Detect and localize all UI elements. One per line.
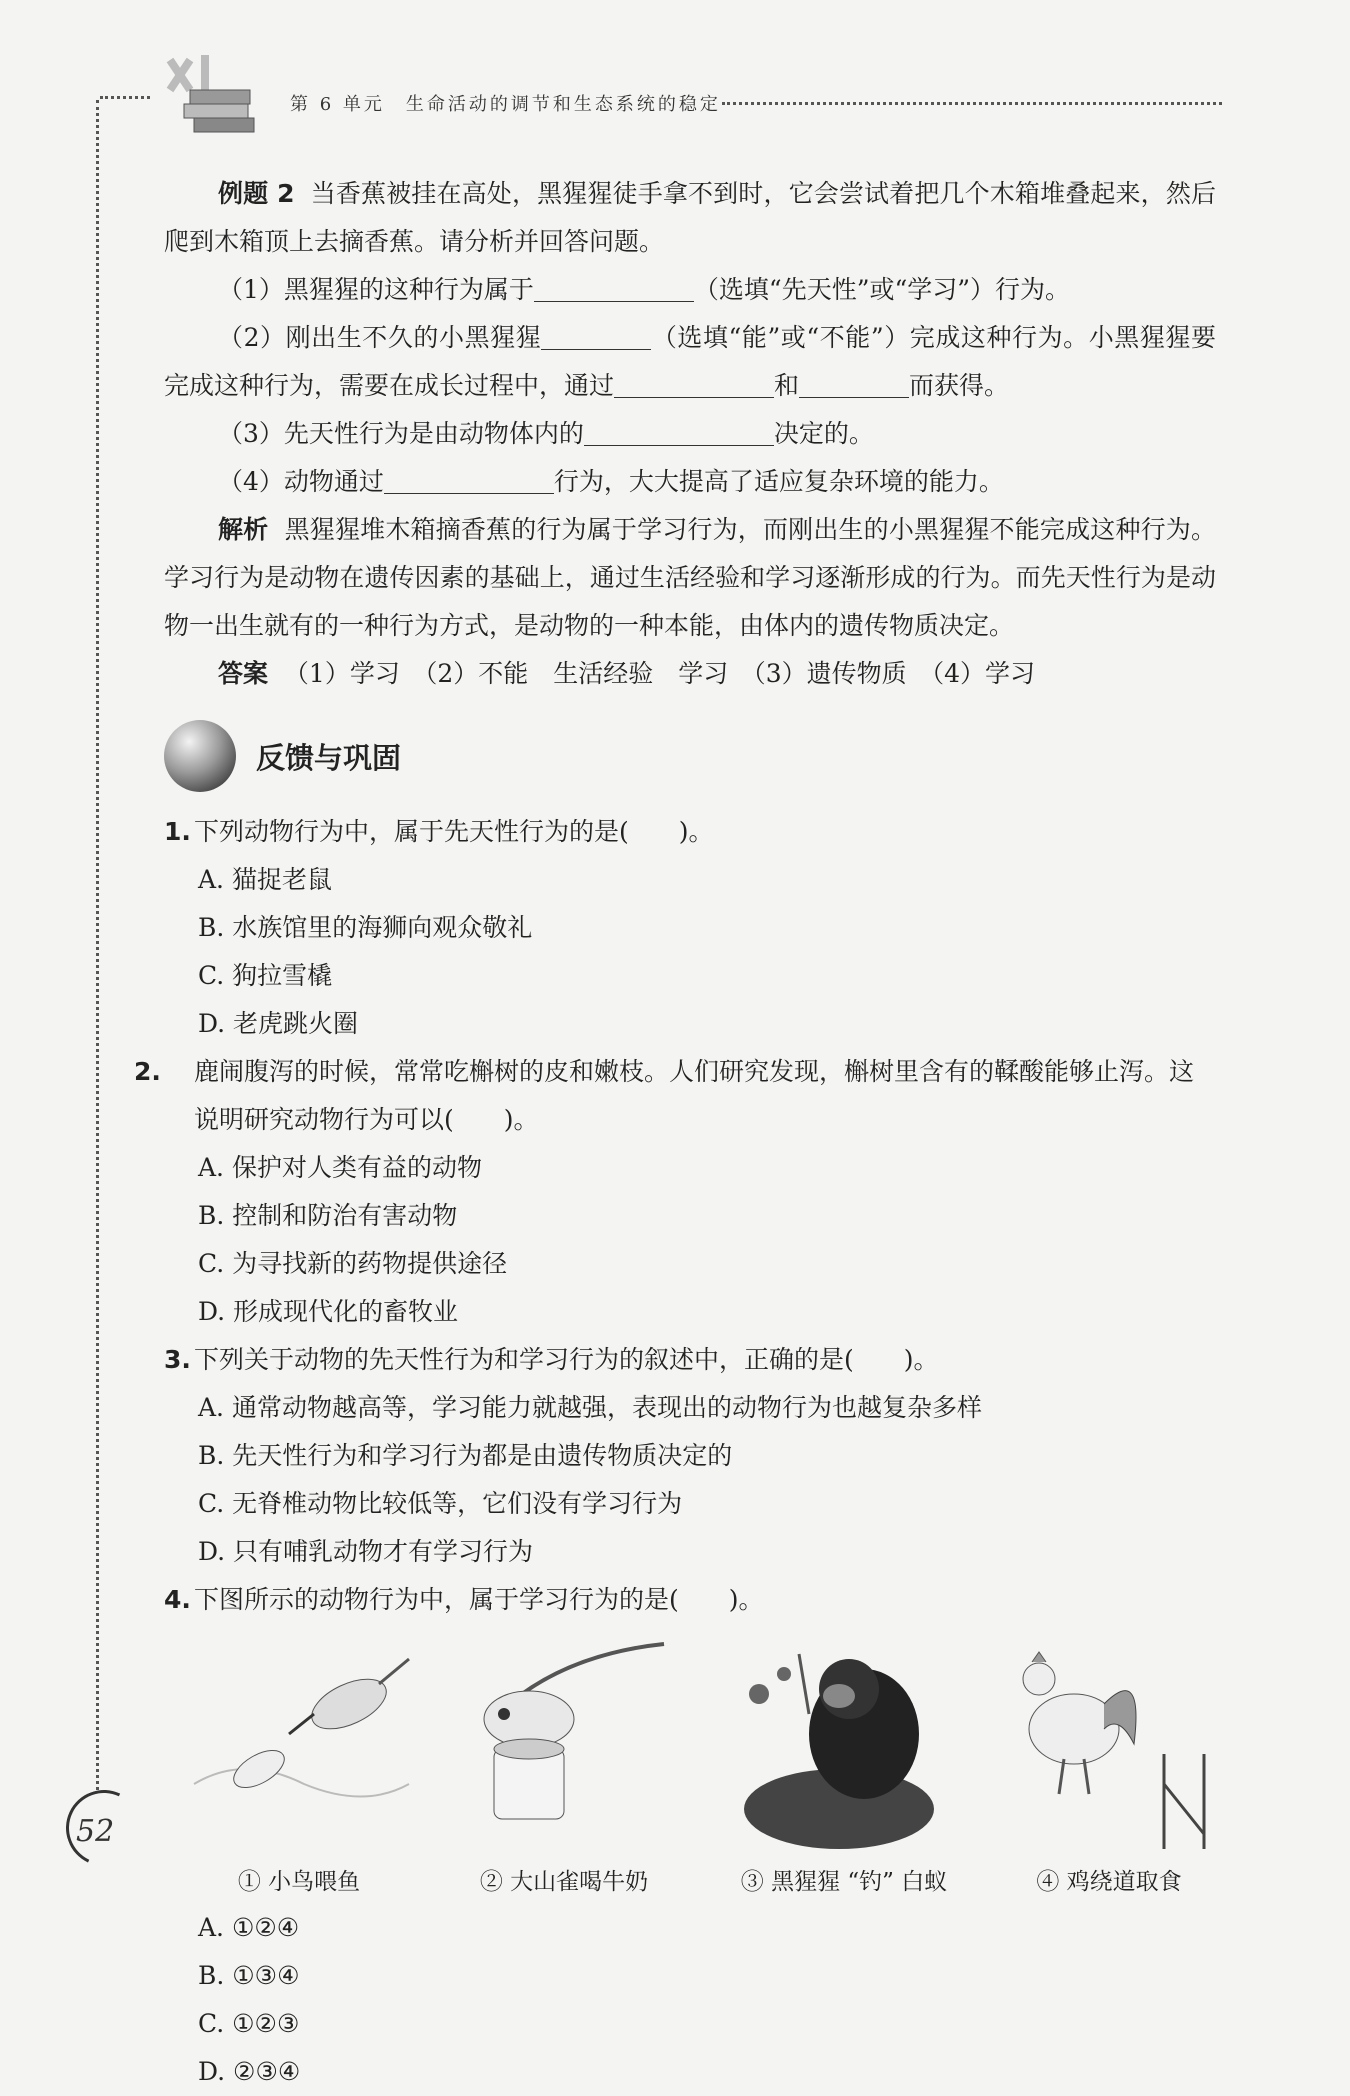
- question-stem: 下列动物行为中，属于先天性行为的是( )。: [194, 817, 714, 846]
- option: D. 只有哺乳动物才有学习行为: [198, 1537, 534, 1566]
- answer-blank: [584, 415, 774, 446]
- question-4: [164, 1576, 1216, 1624]
- section-ball-icon: [164, 720, 236, 792]
- option: B. 先天性行为和学习行为都是由遗传物质决定的: [198, 1441, 733, 1470]
- figure-caption: ③ 黑猩猩 “钓” 白蚁: [740, 1869, 948, 1895]
- page-content: [134, 170, 1216, 2096]
- question-stem: 鹿闹腹泻的时候，常常吃槲树的皮和嫩枝。人们研究发现，槲树里含有的鞣酸能够止泻。这说明研究动物行为可以( )。: [194, 1057, 1195, 1134]
- q1-text-a: （1）黑猩猩的这种行为属于: [218, 275, 534, 304]
- q1-text-b: （选填“先天性”或“学习”）行为。: [693, 275, 1071, 304]
- option: B. ①③④: [198, 1961, 300, 1990]
- answer-blank: [614, 367, 774, 398]
- answer-label: 答案: [218, 659, 269, 688]
- option: C. 为寻找新的药物提供途径: [198, 1249, 508, 1278]
- example-question-3: [164, 410, 1216, 458]
- header-dotted-rule-left: [100, 96, 150, 99]
- question-number: 4.: [164, 1585, 191, 1614]
- bird-feeding-fish-illustration: [184, 1634, 414, 1864]
- option: A. 通常动物越高等，学习能力就越强，表现出的动物行为也越复杂多样: [198, 1393, 982, 1422]
- example-question-1: [164, 266, 1216, 314]
- page-number: 52: [76, 1814, 115, 1849]
- q2-text-c: 和: [774, 371, 800, 400]
- answer-blank: [384, 463, 554, 494]
- question-2-options: [164, 1144, 1216, 1336]
- analysis-text: 黑猩猩堆木箱摘香蕉的行为属于学习行为，而刚出生的小黑猩猩不能完成这种行为。学习行为是动物在遗传因素的基础上，通过生活经验和学习逐渐形成的行为。而先天性行为是动物一出生就有的一种行为方式，是动物的一种本能，由体内的遗传物质决定。: [164, 515, 1216, 640]
- running-header: 第 6 单元 生命活动的调节和生态系统的稳定: [290, 94, 721, 115]
- q2-text-a: （2）刚出生不久的小黑猩猩: [218, 323, 542, 352]
- question-number: 3.: [164, 1345, 191, 1374]
- option: C. 无脊椎动物比较低等，它们没有学习行为: [198, 1489, 683, 1518]
- example-stem-text: 当香蕉被挂在高处，黑猩猩徒手拿不到时，它会尝试着把几个木箱堆叠起来，然后爬到木箱顶上去摘香蕉。请分析并回答问题。: [164, 179, 1216, 256]
- question-4-options: [164, 1904, 1216, 2096]
- answer-blank: [541, 319, 651, 350]
- option: A. 保护对人类有益的动物: [198, 1153, 482, 1182]
- option: C. 狗拉雪橇: [198, 961, 333, 990]
- answer-blank: [799, 367, 909, 398]
- question-1-options: [164, 856, 1216, 1048]
- option: C. ①②③: [198, 2009, 300, 2038]
- header-dotted-rule-right: [722, 102, 1222, 105]
- q4-text-a: （4）动物通过: [218, 467, 384, 496]
- answer-blank: [534, 271, 694, 302]
- q3-text-b: 决定的。: [773, 419, 874, 448]
- option: B. 水族馆里的海狮向观众敬礼: [198, 913, 533, 942]
- analysis-label: 解析: [218, 515, 269, 544]
- answer-text: （1）学习 （2）不能 生活经验 学习 （3）遗传物质 （4）学习: [283, 659, 1036, 688]
- q2-text-d: 而获得。: [909, 371, 1010, 400]
- figure-caption: ① 小鸟喂鱼: [237, 1869, 361, 1895]
- example-label: 例题 2: [218, 179, 295, 208]
- figure-caption: ② 大山雀喝牛奶: [479, 1869, 649, 1895]
- question-1: [164, 808, 1216, 856]
- example-question-2: [164, 314, 1216, 410]
- option: B. 控制和防治有害动物: [198, 1201, 458, 1230]
- question-3-options: [164, 1384, 1216, 1576]
- option: A. ①②④: [198, 1913, 300, 1942]
- chicken-detour-illustration: [994, 1634, 1224, 1864]
- question-stem: 下列关于动物的先天性行为和学习行为的叙述中，正确的是( )。: [194, 1345, 939, 1374]
- chimpanzee-fishing-termites-illustration: [729, 1634, 959, 1864]
- left-dotted-margin: [96, 100, 99, 1790]
- question-stem: 下图所示的动物行为中，属于学习行为的是( )。: [194, 1585, 764, 1614]
- q4-text-b: 行为，大大提高了适应复杂环境的能力。: [553, 467, 1004, 496]
- option: D. 形成现代化的畜牧业: [198, 1297, 459, 1326]
- example-stem: [164, 170, 1216, 266]
- tit-drinking-milk-illustration: [449, 1634, 679, 1864]
- option: A. 猫捉老鼠: [198, 865, 332, 894]
- q2-text-b: （选填“能”或“不能”）完成这种行为。小黑猩猩要完成这种行为，需要在成长过程中，通过: [164, 323, 1216, 400]
- question-number: 2.: [134, 1057, 161, 1086]
- section-header: [164, 712, 1216, 808]
- unit-logo-icon: [150, 50, 260, 140]
- question-3: [164, 1336, 1216, 1384]
- q3-text-a: （3）先天性行为是由动物体内的: [218, 419, 584, 448]
- example-question-4: [164, 458, 1216, 506]
- analysis-paragraph: [164, 506, 1216, 650]
- option: D. ②③④: [198, 2057, 301, 2086]
- answer-line: [164, 650, 1216, 698]
- option: D. 老虎跳火圈: [198, 1009, 359, 1038]
- question-number: 1.: [164, 817, 191, 846]
- question-4-figures: [164, 1634, 1216, 1904]
- question-2: [134, 1048, 1216, 1144]
- section-title: 反馈与巩固: [256, 741, 402, 775]
- figure-caption: ④ 鸡绕道取食: [1036, 1869, 1182, 1895]
